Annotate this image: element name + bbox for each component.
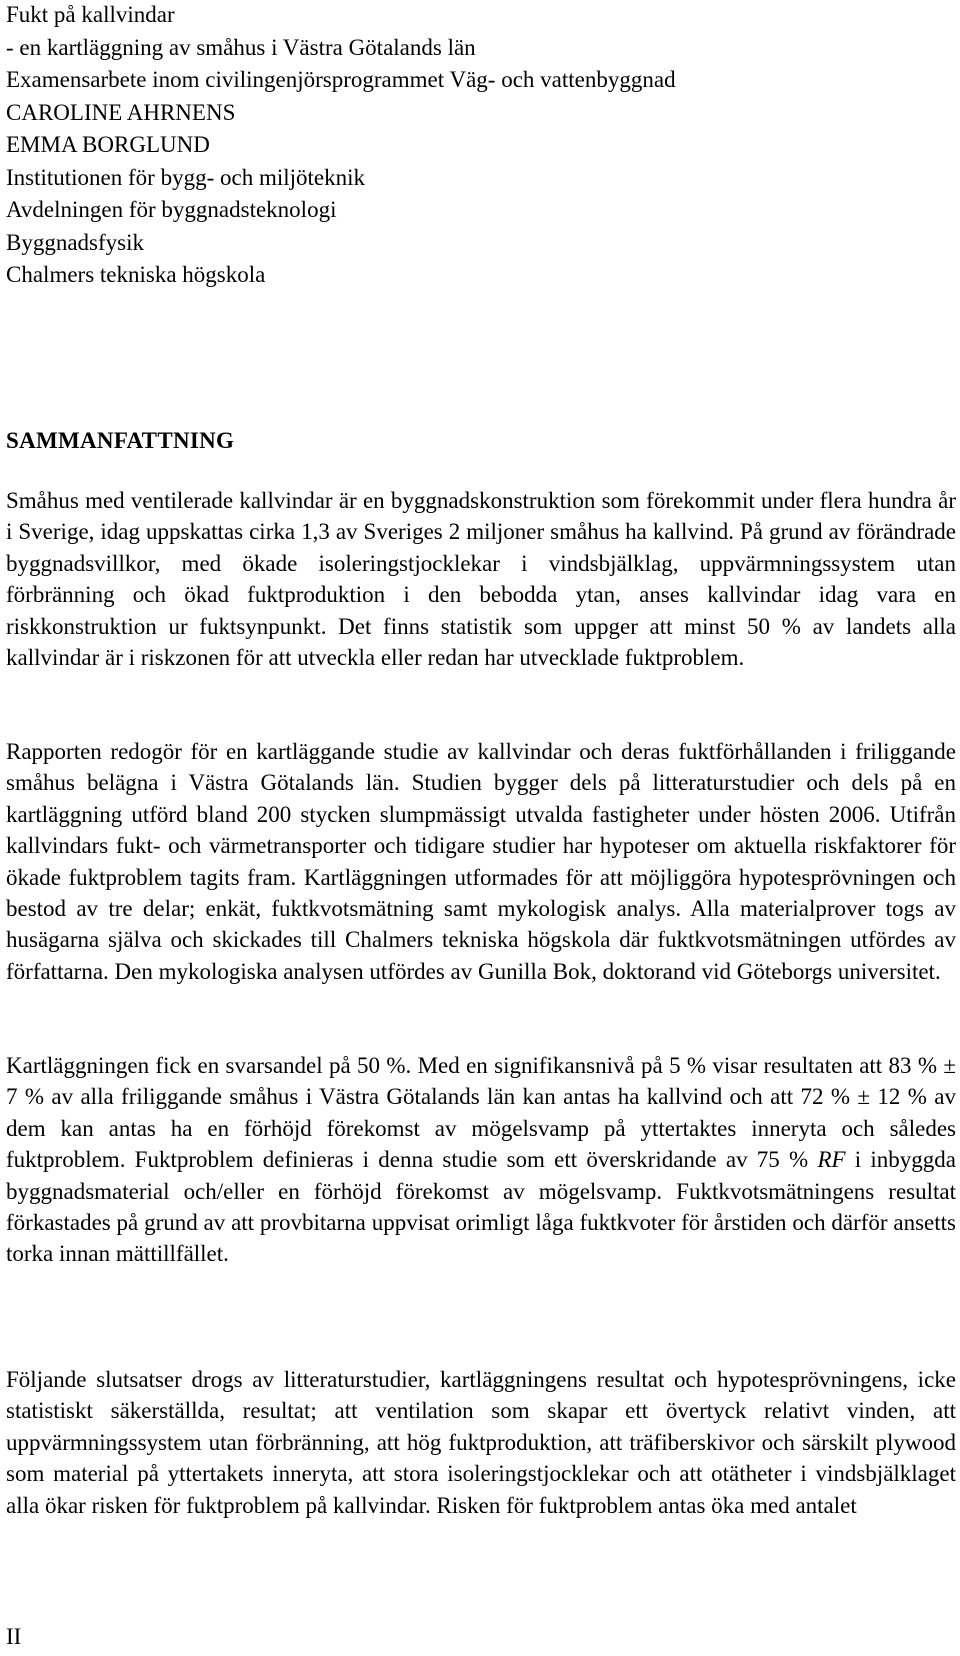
paragraph-3 <box>6 1050 956 1270</box>
paragraph-4: Följande slutsatser drogs av litteraturstudier, kartläggningens resultat och hypotesprövningens, icke statistiskt säkerställda, resultat; att ventilation som skapar ett övertyck relativt vinden, att uppvärmningssystem utan förbränning, att hög fuktproduktion, att träfiberskivor och särskilt plywood som material på yttertakets inneryta, att stora isoleringstjocklekar och att otätheter i vindsbjälklaget alla ökar risken för fuktproblem på kallvindar. Risken för fuktproblem antas öka med antalet <box>6 1367 956 1518</box>
paragraph-3-text-a: Kartläggningen fick en svarsandel på 50 %. Med en signifikansnivå på 5 % visar resultaten att 83 % ± 7 % av alla friliggande småhus i Västra Götalands län kan antas ha kallvind och att 72 % ± 12 % av dem kan antas ha en förhöjd förekomst av mögelsvamp på yttertaktes inneryta och således fuktproblem. Fuktproblem definieras i denna studie som ett överskridande av 75 % <box>6 1053 956 1173</box>
university: Chalmers tekniska högskola <box>6 262 266 287</box>
section-heading: SAMMANFATTNING <box>6 428 235 453</box>
page-number: II <box>6 1624 22 1649</box>
thesis-subtitle: - en kartläggning av småhus i Västra Götalands län <box>6 34 476 60</box>
paragraph-1: Småhus med ventilerade kallvindar är en byggnadskonstruktion som förekommit under flera hundra år i Sverige, idag uppskattas cirka 1,3 av Sveriges 2 miljoner småhus ha kallvind. På grund av förändrade byggnadsvillkor, med ökade isoleringstjocklekar i vindsbjälklag, uppvärmningssystem utan förbränning och ökad fuktproduktion i den bebodda ytan, anses kallvindar idag vara en riskkonstruktion ur fuktsynpunkt. Det finns statistik som uppger att minst 50 % av landets alla kallvindar är i riskzonen för att utveckla eller redan har utvecklade fuktproblem. <box>6 488 956 671</box>
subdivision: Byggnadsfysik <box>6 229 144 255</box>
author-2: EMMA BORGLUND <box>6 132 210 157</box>
division: Avdelningen för byggnadsteknologi <box>6 197 337 222</box>
paragraph-2: Rapporten redogör för en kartläggande studie av kallvindar och deras fuktförhållanden i friliggande småhus belägna i Västra Götalands län. Studien bygger dels på litteraturstudier och dels på en kartläggning utförd bland 200 stycken slumpmässigt utvalda fastigheter under hösten 2006. Utifrån kallvindars fukt- och värmetransporter och tidigare studier har hypoteser om aktuella riskfaktorer för ökade fuktproblem tagits fram. Kartläggningen utformades för att möjliggöra hypotesprövningen och bestod av tre delar; enkät, fuktkvotsmätning samt mykologisk analys. Alla materialprover togs av husägarna själva och skickades till Chalmers tekniska högskola där fuktkvotsmätningen utfördes av författarna. Den mykologiska analysen utfördes av Gunilla Bok, doktorand vid Göteborgs universitet. <box>6 739 956 984</box>
department: Institutionen för bygg- och miljöteknik <box>6 164 366 190</box>
author-1: CAROLINE AHRNENS <box>6 99 236 125</box>
rf-abbreviation: RF <box>817 1147 846 1173</box>
paragraph-3-text-b: i inbyggda byggnadsmaterial och/eller en förhöjd förekomst av mögelsvamp. Fuktkvotsmätningens resultat förkastades på grund av att provbitarna uppvisat orimligt låga fuktkvoter för årstiden och därför ansetts torka innan mättillfället. <box>6 1147 956 1267</box>
document-page <box>6 0 956 1656</box>
thesis-title: Fukt på kallvindar <box>6 2 175 27</box>
title-block <box>6 0 676 292</box>
thesis-program: Examensarbete inom civilingenjörsprogrammet Väg- och vattenbyggnad <box>6 67 676 92</box>
